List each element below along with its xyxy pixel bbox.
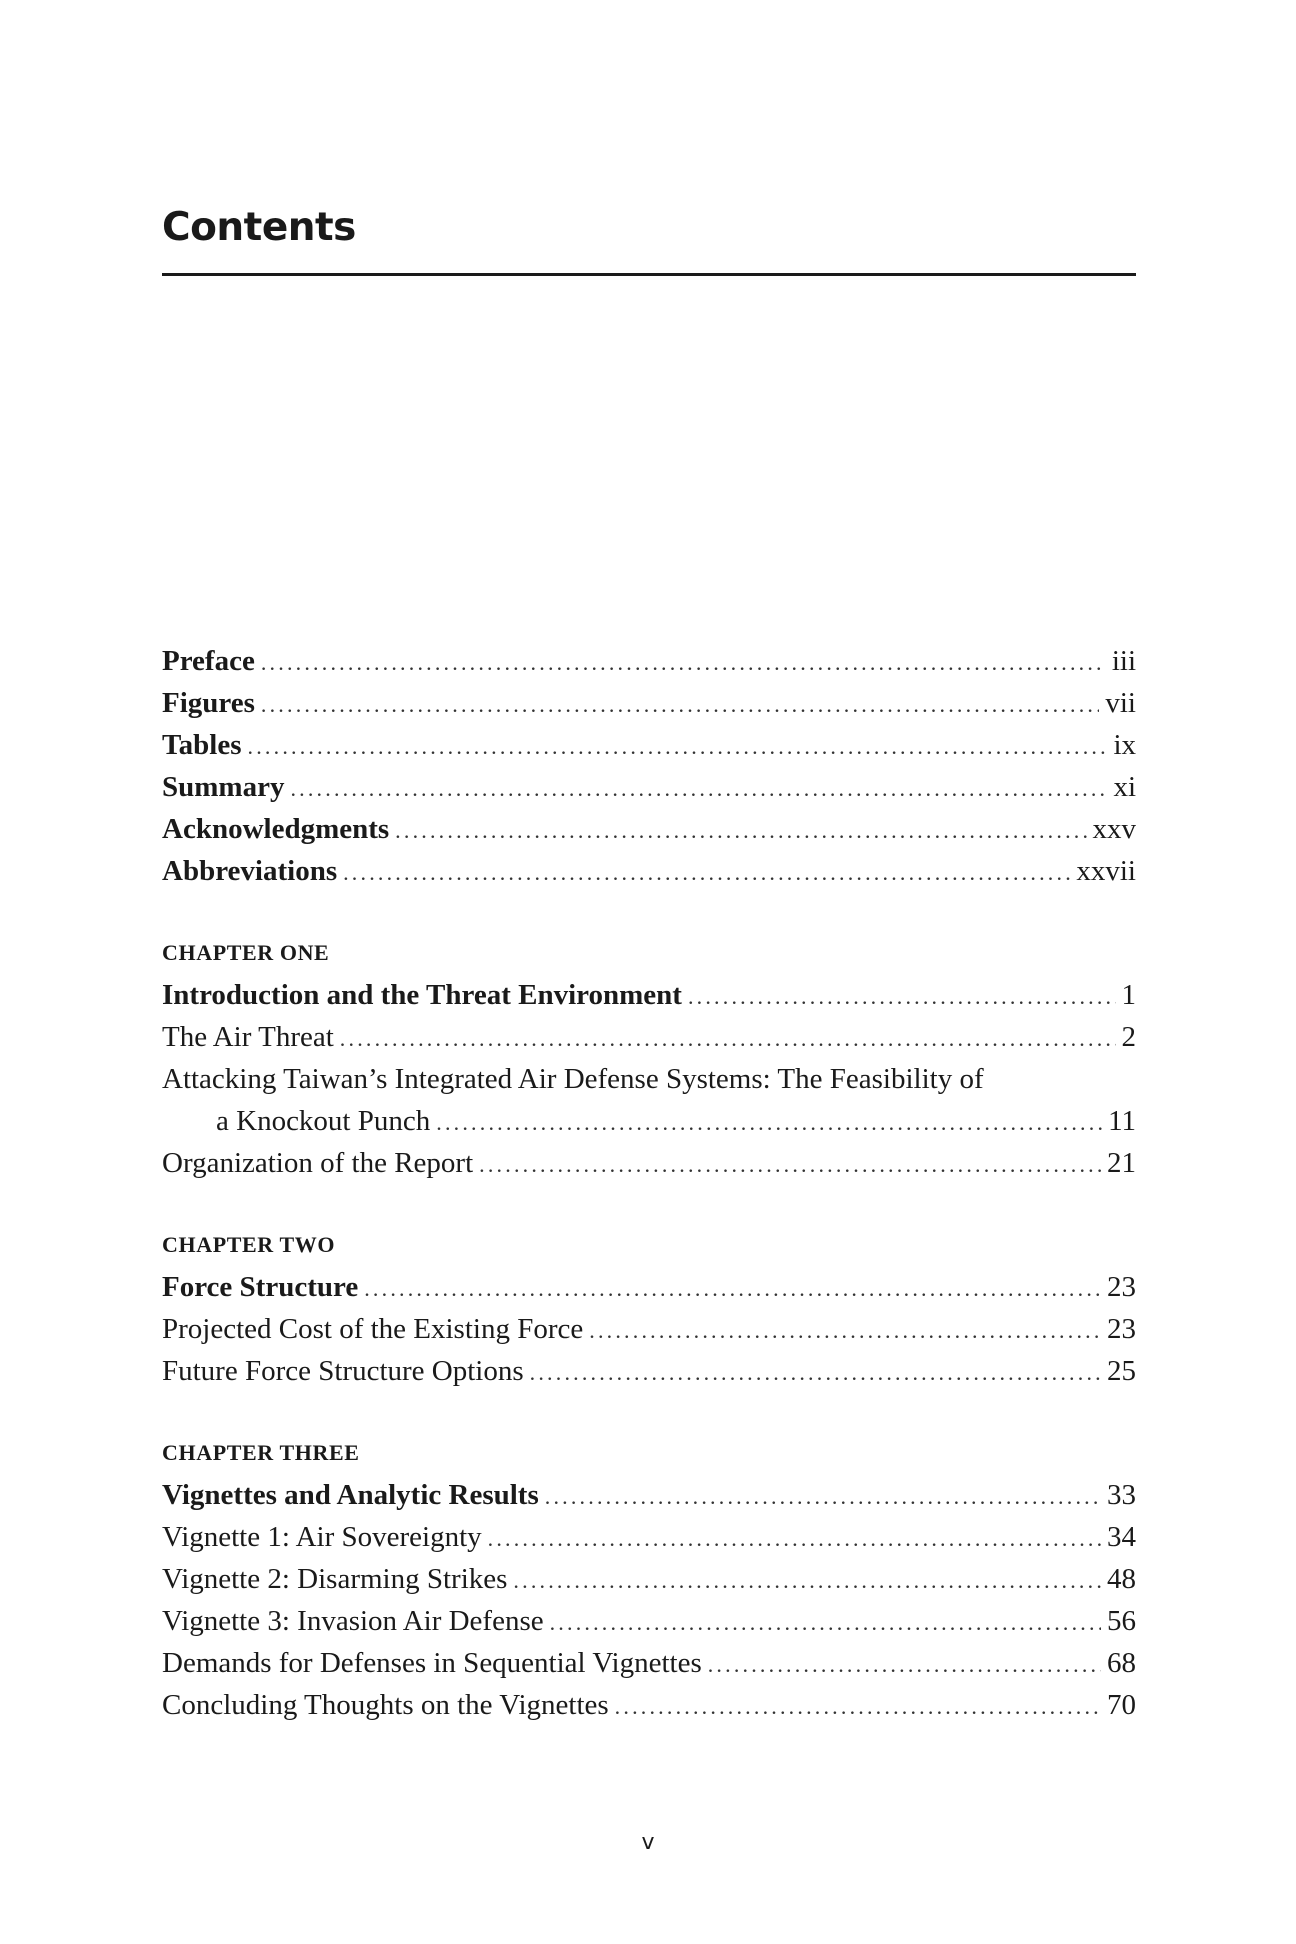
toc-entry-tables[interactable] [162,724,1136,766]
toc-entry-page: 1 [1121,979,1136,1011]
toc-entry-acknowledgments[interactable] [162,808,1136,850]
toc-entry-label: Tables [162,729,242,761]
toc-entry-abbreviations[interactable] [162,850,1136,892]
toc-section-entry[interactable] [162,1016,1136,1058]
toc-entry-label: Preface [162,645,255,677]
leader-dots [479,1144,1101,1186]
toc-entry-page: vii [1105,687,1136,719]
toc-entry-page: xi [1113,771,1136,803]
toc-entry-page: 56 [1107,1605,1136,1637]
leader-dots [248,726,1108,768]
table-of-contents [162,640,1136,1726]
toc-entry-page: iii [1111,645,1136,677]
toc-entry-label: Vignette 1: Air Sovereignty [162,1521,482,1553]
leader-dots [488,1518,1101,1560]
page-number: v [641,1830,655,1855]
title-rule [162,273,1136,276]
leader-dots [261,684,1099,726]
leader-dots [688,976,1116,1018]
toc-entry-label: Vignette 2: Disarming Strikes [162,1563,508,1595]
leader-dots [436,1102,1102,1144]
leader-dots [550,1602,1101,1644]
toc-entry-label: Introduction and the Threat Environment [162,979,682,1011]
toc-section-entry[interactable] [162,1642,1136,1684]
toc-section-entry[interactable] [162,1350,1136,1392]
toc-entry-label: Concluding Thoughts on the Vignettes [162,1689,609,1721]
toc-entry-page: ix [1113,729,1136,761]
leader-dots [290,768,1107,810]
toc-entry-page: 33 [1107,1479,1136,1511]
toc-section-entry[interactable] [162,1600,1136,1642]
toc-entry-label: Acknowledgments [162,813,390,845]
toc-entry-figures[interactable] [162,682,1136,724]
toc-entry-summary[interactable] [162,766,1136,808]
toc-section-entry[interactable] [162,1142,1136,1184]
chapter-heading: CHAPTER THREE [162,1440,360,1465]
toc-entry-label: Demands for Defenses in Sequential Vignettes [162,1647,702,1679]
toc-section-entry[interactable] [162,1558,1136,1600]
toc-entry-label: Vignettes and Analytic Results [162,1479,539,1511]
toc-entry-page: 23 [1107,1271,1136,1303]
toc-entry-page: 11 [1108,1105,1136,1137]
toc-section-entry[interactable] [162,1100,1136,1142]
toc-entry-page: 21 [1107,1147,1136,1179]
leader-dots [513,1560,1101,1602]
leader-dots [261,642,1106,684]
leader-dots [589,1310,1101,1352]
toc-entry-page: xxv [1092,813,1136,845]
chapter-heading: CHAPTER TWO [162,1232,336,1257]
toc-chapter-title[interactable] [162,1474,1136,1516]
toc-section-entry[interactable] [162,1516,1136,1558]
leader-dots [545,1476,1101,1518]
toc-entry-label: Projected Cost of the Existing Force [162,1313,584,1345]
leader-dots [615,1686,1101,1728]
toc-section-label-line1[interactable]: Attacking Taiwan’s Integrated Air Defense Systems: The Feasibility of [162,1063,984,1095]
page-title: Contents [162,205,356,250]
toc-section-entry[interactable] [162,1684,1136,1726]
toc-chapter-title[interactable] [162,974,1136,1016]
leader-dots [530,1352,1101,1394]
toc-entry-page: 68 [1107,1647,1136,1679]
toc-chapter-title[interactable] [162,1266,1136,1308]
toc-entry-label: Abbreviations [162,855,338,887]
toc-entry-page: 23 [1107,1313,1136,1345]
toc-entry-page: xxvii [1076,855,1136,887]
toc-entry-label: Figures [162,687,255,719]
toc-entry-preface[interactable] [162,640,1136,682]
chapter-heading: CHAPTER ONE [162,940,330,965]
toc-entry-label: Organization of the Report [162,1147,474,1179]
toc-entry-page: 34 [1107,1521,1136,1553]
toc-entry-label: Vignette 3: Invasion Air Defense [162,1605,544,1637]
toc-entry-label: Summary [162,771,285,803]
toc-entry-page: 2 [1121,1021,1136,1053]
leader-dots [343,852,1070,894]
toc-entry-label: Force Structure [162,1271,359,1303]
toc-entry-page: 70 [1107,1689,1136,1721]
leader-dots [708,1644,1101,1686]
toc-entry-label: The Air Threat [162,1021,334,1053]
leader-dots [395,810,1086,852]
toc-entry-page: 25 [1107,1355,1136,1387]
leader-dots [340,1018,1116,1060]
toc-entry-label: a Knockout Punch [216,1105,431,1137]
toc-entry-label: Future Force Structure Options [162,1355,524,1387]
leader-dots [364,1268,1101,1310]
toc-section-entry[interactable] [162,1308,1136,1350]
toc-entry-page: 48 [1107,1563,1136,1595]
